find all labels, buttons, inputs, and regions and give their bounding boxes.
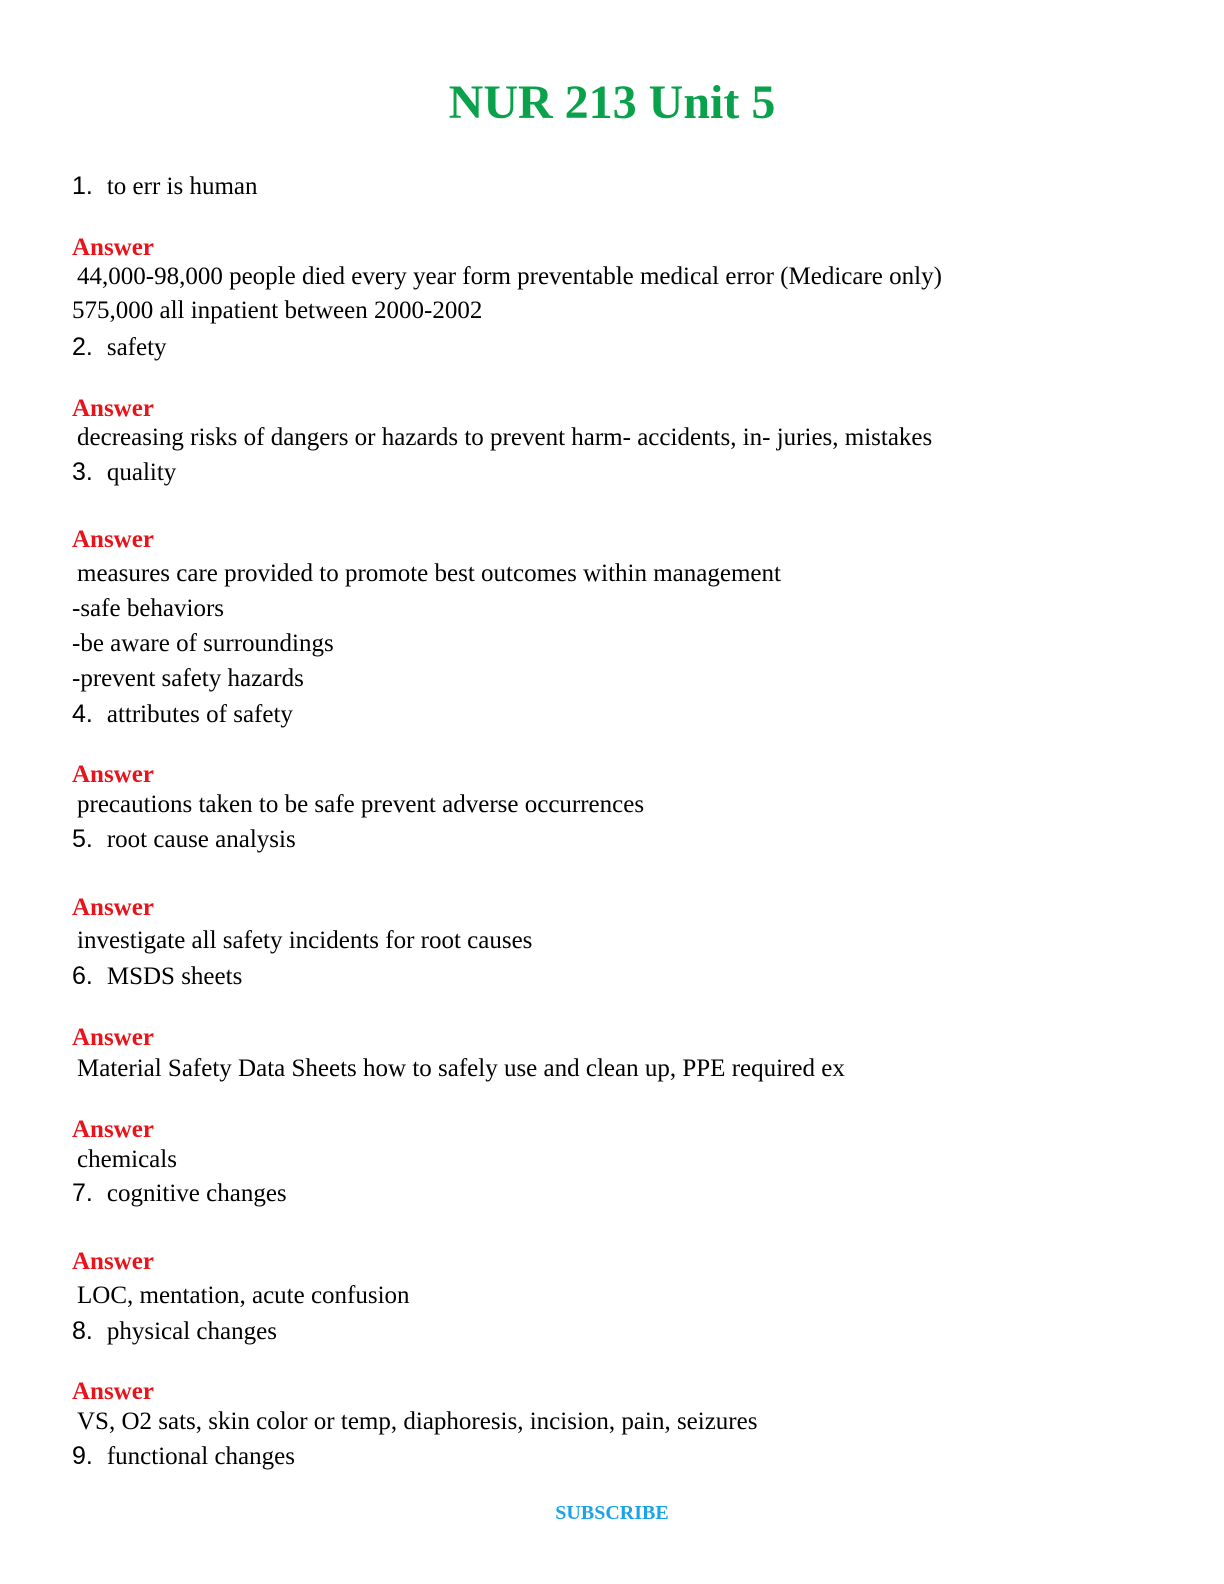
answer-line: decreasing risks of dangers or hazards to prevent harm- accidents, in- juries, mistakes bbox=[77, 424, 933, 451]
question-1 bbox=[72, 171, 258, 202]
answer-line: investigate all safety incidents for root causes bbox=[77, 927, 533, 954]
question-8 bbox=[72, 1316, 277, 1347]
answer-label: Answer bbox=[72, 761, 154, 788]
page-title: NUR 213 Unit 5 bbox=[448, 76, 776, 129]
subscribe-link[interactable]: SUBSCRIBE bbox=[555, 1502, 669, 1524]
question-text: safety bbox=[106, 334, 167, 361]
question-text: functional changes bbox=[106, 1443, 295, 1470]
question-number: 3. bbox=[72, 458, 93, 486]
question-number: 2. bbox=[72, 333, 93, 361]
question-number: 6. bbox=[72, 962, 93, 990]
question-number: 9. bbox=[72, 1442, 93, 1470]
answer-line: VS, O2 sats, skin color or temp, diaphoresis, incision, pain, seizures bbox=[77, 1408, 758, 1435]
answer-label: Answer bbox=[72, 395, 154, 422]
question-7 bbox=[72, 1178, 287, 1209]
answer-label: Answer bbox=[72, 1378, 154, 1405]
answer-label: Answer bbox=[72, 1248, 154, 1275]
answer-label: Answer bbox=[72, 894, 154, 921]
answer-label: Answer bbox=[72, 526, 154, 553]
question-text: to err is human bbox=[106, 173, 258, 200]
answer-label: Answer bbox=[72, 1024, 154, 1051]
question-text: root cause analysis bbox=[106, 826, 296, 853]
answer-line: chemicals bbox=[77, 1146, 177, 1173]
question-text: MSDS sheets bbox=[106, 963, 243, 990]
answer-label: Answer bbox=[72, 234, 154, 261]
question-2 bbox=[72, 332, 167, 363]
question-text: physical changes bbox=[106, 1318, 277, 1345]
answer-line: Material Safety Data Sheets how to safely use and clean up, PPE required ex bbox=[77, 1055, 845, 1082]
answer-line: 575,000 all inpatient between 2000-2002 bbox=[72, 297, 483, 324]
answer-line: -prevent safety hazards bbox=[72, 665, 304, 692]
question-9 bbox=[72, 1441, 295, 1472]
question-number: 5. bbox=[72, 825, 93, 853]
answer-line: measures care provided to promote best outcomes within management bbox=[77, 560, 781, 587]
question-text: cognitive changes bbox=[106, 1180, 287, 1207]
question-text: quality bbox=[106, 459, 177, 486]
question-3 bbox=[72, 457, 176, 488]
question-number: 4. bbox=[72, 700, 93, 728]
answer-line: LOC, mentation, acute confusion bbox=[77, 1282, 410, 1309]
question-6 bbox=[72, 961, 242, 992]
question-number: 7. bbox=[72, 1179, 93, 1207]
question-number: 1. bbox=[72, 172, 93, 200]
answer-line: precautions taken to be safe prevent adverse occurrences bbox=[77, 791, 645, 818]
question-text: attributes of safety bbox=[106, 701, 293, 728]
answer-line: -be aware of surroundings bbox=[72, 630, 334, 657]
question-number: 8. bbox=[72, 1317, 93, 1345]
question-4 bbox=[72, 699, 293, 730]
answer-line: -safe behaviors bbox=[72, 595, 225, 622]
answer-label: Answer bbox=[72, 1116, 154, 1143]
answer-line: 44,000-98,000 people died every year form preventable medical error (Medicare only) bbox=[77, 263, 942, 290]
question-5 bbox=[72, 824, 296, 855]
